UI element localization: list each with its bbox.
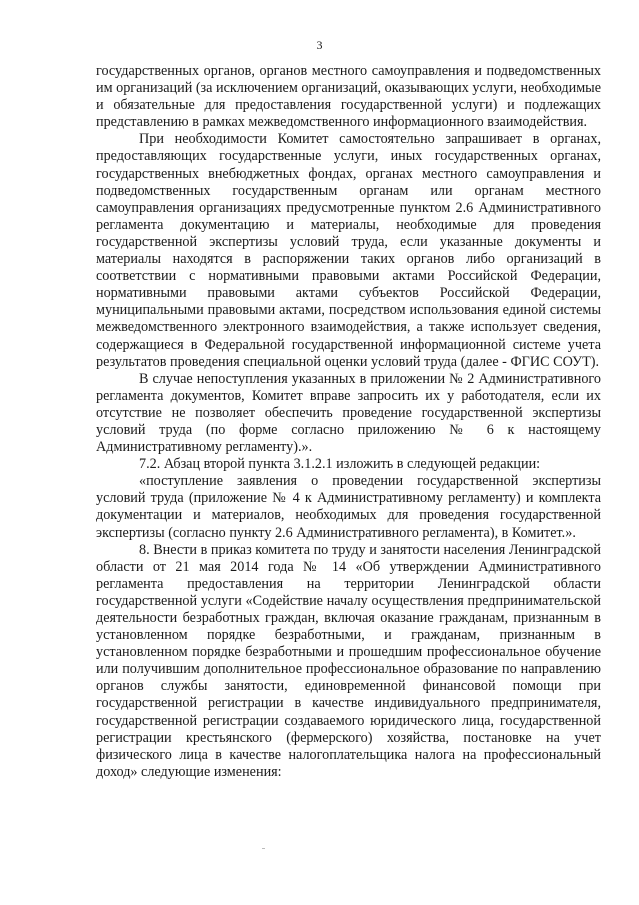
paragraph-item-7-2: 7.2. Абзац второй пункта 3.1.2.1 изложить в следующей редакции:	[139, 456, 541, 473]
paragraph-missing-documents: В случае непоступления указанных в приложении № 2 Административного регламента документов, Комитет вправе запросить их у работодателя, если их отсутствие не позволяет обеспечить проведение государственной экспертизы условий труда (по форме согласно приложению № 6 к настоящему Административному регламенту).».	[96, 370, 601, 456]
paragraph-committee-request: При необходимости Комитет самостоятельно запрашивает в органах, предоставляющих государственные услуги, иных государственных органах, государственных внебюджетных фондах, органах местного самоуправления и подведомственных государственным органам или органам местного самоуправления организациях предусмотренные пунктом 2.6 Административного регламента документацию и материалы, необходимые для проведения государственной экспертизы условий труда, если указанные документы и материалы находятся в распоряжении таких органов либо организаций в соответствии с нормативными правовыми актами Российской Федерации, нормативными правовыми актами субъектов Российской Федерации, муниципальными правовыми актами, посредством использования единой системы межведомственного электронного взаимодействия, а также использует сведения, содержащиеся в Федеральной государственной информационной системе учета результатов проведения специальной оценки условий труда (далее - ФГИС СОУТ).	[96, 131, 601, 370]
document-body	[96, 63, 601, 781]
paragraph-continuation: государственных органов, органов местного самоуправления и подведомственных им организаций (за исключением организаций, оказывающих услуги, необходимые и обязательные для предоставления государственной услуги) и подлежащих представлению в рамках межведомственного информационного взаимодействия.	[96, 63, 601, 131]
paragraph-quoted-redaction: «поступление заявления о проведении государственной экспертизы условий труда (приложение № 4 к Административному регламенту) и комплекта документации и материалов, необходимых для проведения государственной экспертизы (согласно пункту 2.6 Административного регламента), в Комитет.».	[96, 473, 601, 541]
scan-speck	[262, 848, 265, 849]
page-number: 3	[316, 38, 323, 52]
paragraph-item-8: 8. Внести в приказ комитета по труду и занятости населения Ленинградской области от 21 мая 2014 года № 14 «Об утверждении Административного регламента предоставления на территории Ленинградской области государственной услуги «Содействие началу осуществления предпринимательской деятельности безработных граждан, включая оказание гражданам, признанным в установленном порядке безработными, и гражданам, признанным в установленном порядке безработными и прошедшим профессиональное обучение или получившим дополнительное профессиональное образование по направлению органов службы занятости, единовременной финансовой помощи при государственной регистрации в качестве индивидуального предпринимателя, государственной регистрации создаваемого юридического лица, государственной регистрации крестьянского (фермерского) хозяйства, постановке на учет физического лица в качестве налогоплательщика налога на профессиональный доход» следующие изменения:	[96, 541, 601, 780]
